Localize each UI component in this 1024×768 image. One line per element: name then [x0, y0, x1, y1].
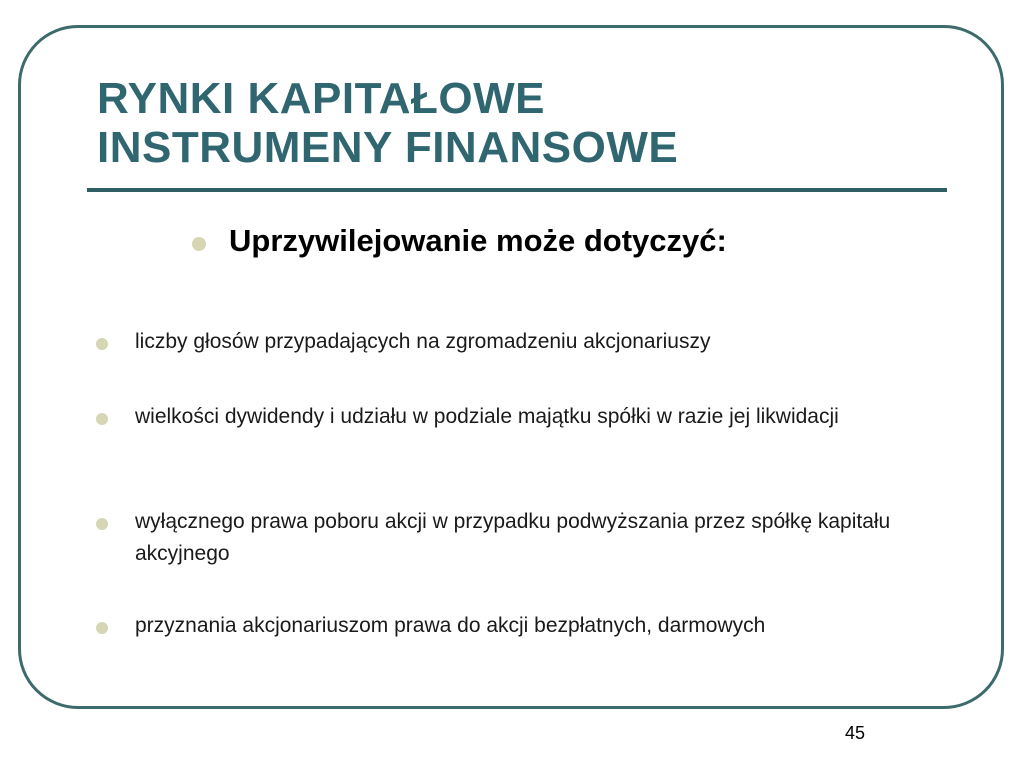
list-item: liczby głosów przypadających na zgromadzeniu akcjonariuszy [135, 330, 711, 353]
bullet-icon [96, 338, 108, 350]
slide-title-line-1: RYNKI KAPITAŁOWE [97, 74, 545, 123]
slide-title-line-2: INSTRUMENY FINANSOWE [97, 123, 679, 172]
list-item: wyłącznego prawa poboru akcji w przypadku podwyższania przez spółkę kapitału akcyjnego [135, 510, 891, 565]
list-item: przyznania akcjonariuszom prawa do akcji bezpłatnych, darmowych [135, 614, 766, 637]
page-number: 45 [845, 723, 866, 743]
subheading: Uprzywilejowanie może dotyczyć: [229, 223, 727, 258]
subheading-bullet-icon [192, 237, 206, 251]
slide-title [97, 74, 678, 172]
bullet-icon [96, 413, 108, 425]
title-underline [87, 188, 947, 192]
bullet-icon [96, 622, 108, 634]
bullet-icon [96, 518, 108, 530]
list-item: wielkości dywidendy i udziału w podziale majątku spółki w razie jej likwidacji [135, 405, 839, 428]
